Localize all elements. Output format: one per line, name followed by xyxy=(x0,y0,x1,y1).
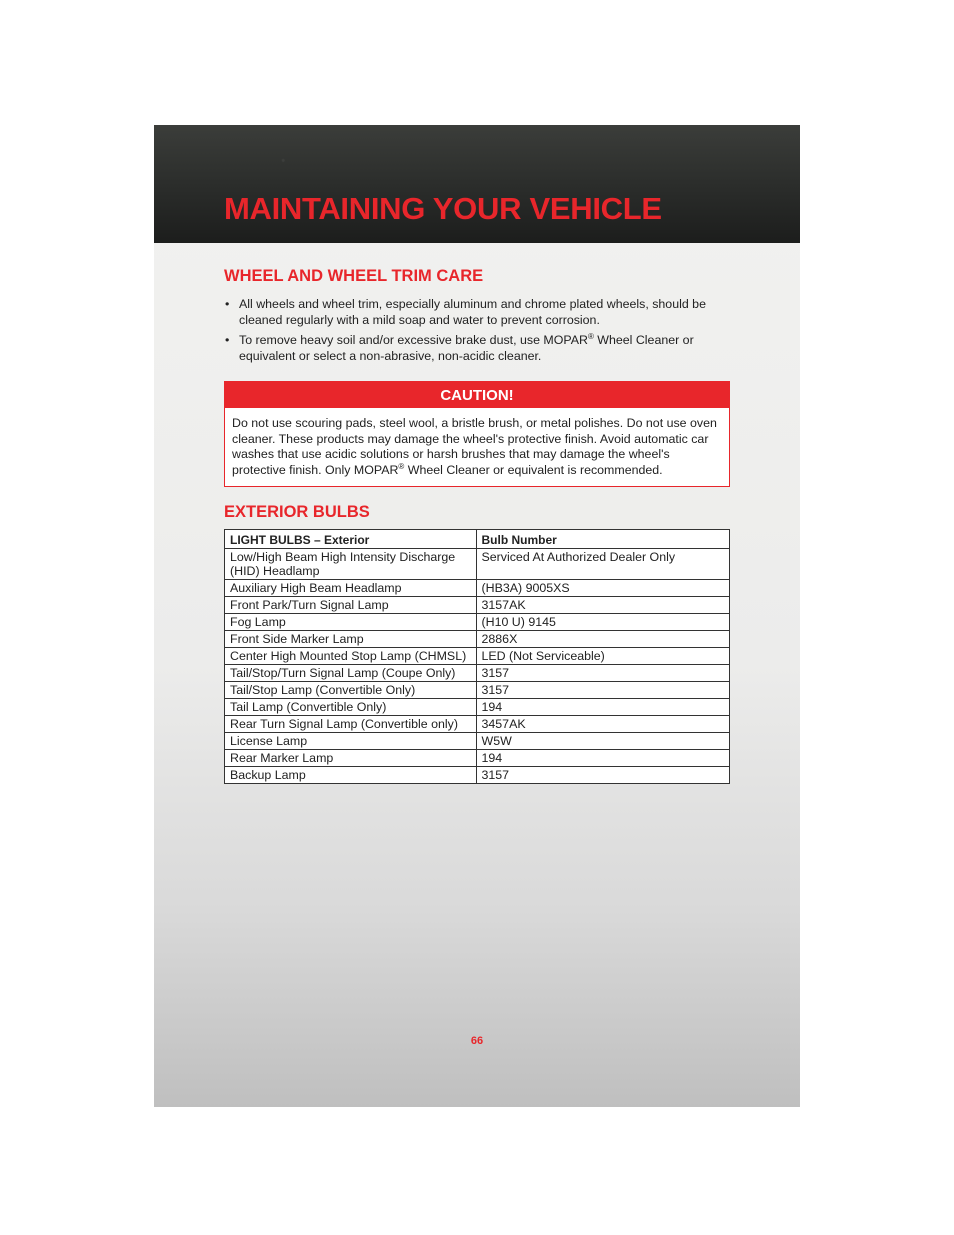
column-header-light-bulbs: LIGHT BULBS – Exterior xyxy=(225,530,477,549)
table-row xyxy=(225,767,730,784)
bullet-text-before: To remove heavy soil and/or excessive brake dust, use MOPAR xyxy=(239,333,588,347)
caution-text-after: Wheel Cleaner or equivalent is recommended. xyxy=(404,462,663,477)
bulb-location: Center High Mounted Stop Lamp (CHMSL) xyxy=(225,648,477,665)
bulb-location: Low/High Beam High Intensity Discharge (HID) Headlamp xyxy=(225,549,477,580)
bulb-number: W5W xyxy=(476,733,730,750)
page-number: 66 xyxy=(470,1035,484,1047)
table-row xyxy=(225,580,730,597)
caution-text-before: Do not use scouring pads, steel wool, a bristle brush, or metal polishes. Do not use oven cleaner. These products may damage the wheel's protective finish. Avoid automatic car washes that use acidic solutions or harsh brushes that may damage the wheel's protective finish. Only MOPAR xyxy=(232,416,717,477)
caution-title: CAUTION! xyxy=(225,382,729,408)
bullet-text-after: Wheel Cleaner or equivalent or select a non-abrasive, non-acidic cleaner. xyxy=(239,333,694,363)
wheel-care-bullet-list xyxy=(224,296,730,364)
caution-text xyxy=(225,408,729,486)
exterior-bulbs-heading: EXTERIOR BULBS xyxy=(224,503,370,522)
bulb-number: 3157 xyxy=(476,682,730,699)
bulb-location: Front Side Marker Lamp xyxy=(225,631,477,648)
table-row xyxy=(225,682,730,699)
header-band xyxy=(154,125,800,243)
bulb-number: 3457AK xyxy=(476,716,730,733)
bullet-text: All wheels and wheel trim, especially aluminum and chrome plated wheels, should be cleaned regularly with a mild soap and water to prevent corrosion. xyxy=(239,297,706,327)
bulb-number: 2886X xyxy=(476,631,730,648)
bulb-location: Tail Lamp (Convertible Only) xyxy=(225,699,477,716)
table-row xyxy=(225,750,730,767)
column-header-bulb-number: Bulb Number xyxy=(476,530,730,549)
bulb-number: 3157AK xyxy=(476,597,730,614)
bulb-location: License Lamp xyxy=(225,733,477,750)
bulb-location: Auxiliary High Beam Headlamp xyxy=(225,580,477,597)
bulb-location: Rear Marker Lamp xyxy=(225,750,477,767)
bulb-location: Tail/Stop/Turn Signal Lamp (Coupe Only) xyxy=(225,665,477,682)
bulb-location: Rear Turn Signal Lamp (Convertible only) xyxy=(225,716,477,733)
bullet-symbol: • xyxy=(225,297,230,311)
registered-mark: ® xyxy=(587,331,594,341)
registered-mark: ® xyxy=(398,461,405,471)
table-row xyxy=(225,549,730,580)
table-row xyxy=(225,597,730,614)
table-row xyxy=(225,648,730,665)
bulb-number: 3157 xyxy=(476,665,730,682)
bulb-location: Backup Lamp xyxy=(225,767,477,784)
bulb-location: Fog Lamp xyxy=(225,614,477,631)
bulb-number: (H10 U) 9145 xyxy=(476,614,730,631)
bulb-number: 3157 xyxy=(476,767,730,784)
table-row xyxy=(225,614,730,631)
bulb-number: (HB3A) 9005XS xyxy=(476,580,730,597)
bulb-number: 194 xyxy=(476,699,730,716)
bullet-symbol: • xyxy=(225,333,230,347)
page-content xyxy=(224,267,730,784)
table-header-row xyxy=(225,530,730,549)
bulb-location: Tail/Stop Lamp (Convertible Only) xyxy=(225,682,477,699)
bulb-number: Serviced At Authorized Dealer Only xyxy=(476,549,730,580)
manual-page xyxy=(154,125,800,1107)
table-row xyxy=(225,699,730,716)
wheel-care-heading: WHEEL AND WHEEL TRIM CARE xyxy=(224,267,484,285)
table-row xyxy=(225,733,730,750)
bulb-location: Front Park/Turn Signal Lamp xyxy=(225,597,477,614)
list-item xyxy=(224,296,730,328)
table-row xyxy=(225,716,730,733)
page-title: MAINTAINING YOUR VEHICLE xyxy=(224,191,662,226)
exterior-bulbs-table xyxy=(224,529,730,784)
bulb-number: 194 xyxy=(476,750,730,767)
table-row xyxy=(225,665,730,682)
bulb-number: LED (Not Serviceable) xyxy=(476,648,730,665)
caution-box xyxy=(224,381,730,487)
table-row xyxy=(225,631,730,648)
list-item xyxy=(224,332,730,364)
